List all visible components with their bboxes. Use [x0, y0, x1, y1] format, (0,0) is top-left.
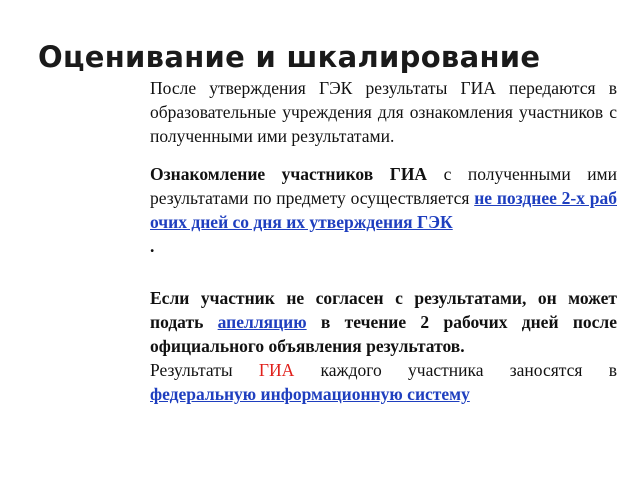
gia-highlight: ГИА — [258, 360, 295, 380]
appeal-link[interactable]: апелляцию — [217, 312, 307, 332]
familiarization-lead: Ознакомление участников ГИА — [150, 164, 428, 184]
deadline-link[interactable]: не позднее 2-х рабочих дней со дня их утверждения ГЭК — [150, 188, 617, 232]
federal-lead: Результаты — [150, 360, 259, 380]
slide-title: Оценивание и шкалирование — [38, 40, 541, 74]
paragraph-appeal — [150, 286, 617, 358]
paragraph-results-transfer: После утверждения ГЭК результаты ГИА передаются в образовательные учреждения для ознакомления участников с полученными ими результатами. — [150, 78, 617, 146]
paragraph-familiarization — [150, 162, 617, 258]
federal-system-link[interactable]: федеральную информационную систему — [150, 384, 470, 404]
familiarization-tail: . — [150, 236, 155, 256]
appeal-lead: Если участник не согласен с результатами, он может подать — [150, 288, 617, 332]
slide-body — [150, 76, 617, 406]
familiarization-text: с полученными ими результатами по предмету осуществляется — [150, 164, 617, 208]
paragraph-federal-system — [150, 358, 617, 406]
appeal-tail: в течение 2 рабочих дней после официального объявления результатов. — [150, 312, 617, 356]
federal-mid: каждого участника заносятся в — [294, 360, 617, 380]
